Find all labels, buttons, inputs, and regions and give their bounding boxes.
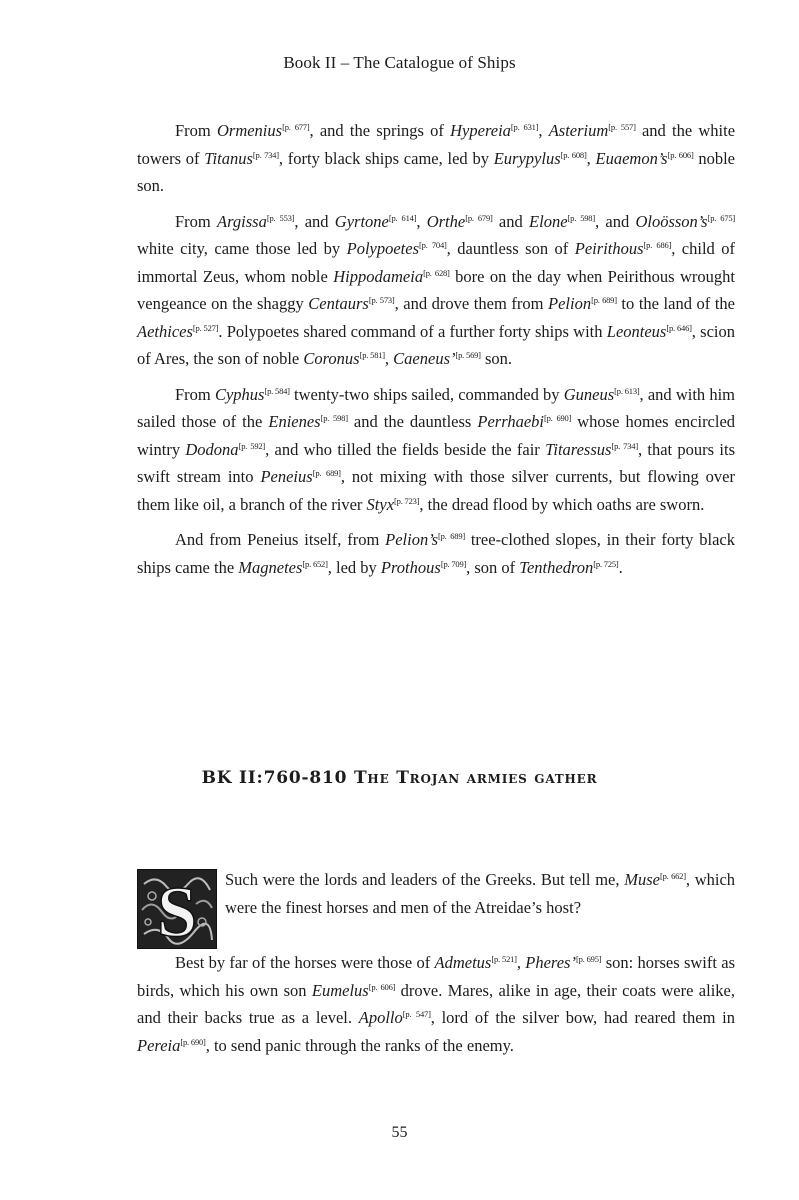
page-reference-link[interactable]: [p. 573] — [368, 295, 395, 305]
place-name: Ormenius — [216, 121, 283, 140]
text: . — [618, 557, 623, 577]
body-text — [137, 117, 735, 589]
text: , not mixing with those silver currents, but flowing over them like oil, a branch of the river — [137, 467, 735, 514]
svg-text:S: S — [156, 872, 198, 948]
page-reference-link[interactable]: [p. 521] — [491, 954, 517, 964]
place-name: Hypereia — [450, 121, 511, 140]
person-name: Perrhaebi — [477, 412, 544, 431]
page-reference-link[interactable]: [p. 709] — [440, 558, 467, 569]
text: tree-clothed slopes, in their forty black ships came the — [137, 530, 735, 577]
page-reference-link[interactable]: [p. 614] — [388, 212, 417, 223]
section-heading: BK II:760-810 The Trojan armies gather — [201, 768, 598, 788]
text: twenty-two ships sailed, commanded by — [289, 384, 564, 404]
paragraph-peneius — [137, 526, 735, 581]
person-name: Hippodameia — [333, 266, 424, 286]
person-name: Magnetes — [238, 557, 303, 577]
person-name: Admetus — [434, 953, 492, 972]
page-reference-link[interactable]: [p. 606] — [368, 981, 396, 992]
page-reference-link[interactable]: [p. 725] — [593, 558, 619, 569]
person-name: Muse — [624, 870, 660, 889]
paragraph-ormenius — [137, 117, 735, 200]
place-name: Asterium — [548, 121, 609, 140]
page-reference-link[interactable]: [p. 662] — [659, 871, 686, 881]
place-name: Styx — [366, 494, 395, 514]
text: white city, came those led by — [137, 239, 347, 258]
ornamental-s-initial-icon — [137, 869, 217, 949]
text: , son of — [466, 557, 520, 577]
text: , and who tilled the fields beside the fair — [265, 439, 546, 459]
page-reference-link[interactable]: [p. 527] — [192, 322, 219, 333]
page-reference-link[interactable]: [p. 679] — [465, 212, 493, 223]
page-reference-link[interactable]: [p. 652] — [302, 558, 328, 569]
page-reference-link[interactable]: [p. 704] — [419, 240, 447, 250]
page-reference-link[interactable]: [p. 690] — [544, 413, 572, 423]
page-reference-link[interactable]: [p. 689] — [591, 295, 617, 305]
paragraph-muse — [137, 866, 735, 921]
section-body — [137, 866, 735, 1067]
page-reference-link[interactable]: [p. 613] — [614, 385, 640, 396]
page-reference-link[interactable]: [p. 606] — [667, 149, 694, 160]
text: to the land of the — [616, 294, 736, 313]
page-reference-link[interactable]: [p. 734] — [252, 149, 279, 160]
text: , led by — [327, 557, 381, 577]
person-name: Eurypylus — [493, 148, 561, 168]
place-name: Cyphus — [214, 384, 265, 404]
place-name: Dodona — [185, 439, 239, 459]
text: and — [492, 211, 530, 231]
page-reference-link[interactable]: [p. 675] — [707, 212, 736, 223]
text: and the white towers of — [137, 121, 736, 168]
text: bore on the day when Peirithous wrought vengeance on the shaggy — [137, 266, 736, 313]
person-name: Tenthedron — [519, 557, 594, 577]
text: , dauntless son of — [446, 239, 575, 258]
place-name: Argissa — [217, 211, 267, 231]
text: , the dread flood by which oaths are sworn. — [419, 494, 705, 514]
place-name: Pelion’s — [385, 530, 438, 549]
text: Such were the lords and leaders of the Greeks. But tell me, — [225, 870, 625, 889]
page-reference-link[interactable]: [p. 553] — [266, 212, 295, 223]
text: , and drove them from — [394, 294, 549, 313]
text: noble son. — [137, 148, 736, 195]
person-name: Eumelus — [311, 980, 369, 1000]
paragraph-cyphus — [137, 381, 735, 519]
page-reference-link[interactable]: [p. 581] — [359, 350, 385, 360]
paragraph-admetus — [137, 949, 735, 1059]
page-reference-link[interactable]: [p. 569] — [455, 350, 481, 360]
page-reference-link[interactable]: [p. 584] — [264, 385, 290, 396]
person-name: Polypoetes — [346, 239, 419, 258]
person-name: Centaurs — [308, 294, 369, 313]
text: , child of immortal Zeus, whom noble — [137, 239, 736, 286]
text: , scion of Ares, the son of noble — [137, 321, 735, 368]
page-number: 55 — [391, 1124, 408, 1141]
text: , — [384, 349, 394, 368]
place-name: Elone — [529, 211, 568, 231]
page-reference-link[interactable]: [p. 608] — [560, 149, 587, 160]
person-name: Leonteus — [606, 321, 667, 341]
text: , that pours its swift stream into — [137, 439, 735, 486]
page-reference-link[interactable]: [p. 677] — [282, 122, 310, 132]
text: , — [416, 211, 427, 231]
text: From — [175, 211, 218, 231]
text: son. — [480, 349, 512, 368]
text: , and — [594, 211, 636, 231]
page-reference-link[interactable]: [p. 695] — [575, 954, 602, 964]
text: From — [175, 121, 217, 140]
place-name: Peneius — [260, 467, 313, 486]
text: , lord of the silver bow, had reared them in — [430, 1008, 736, 1027]
text: whose homes encircled wintry — [137, 412, 736, 459]
person-name: Guneus — [563, 384, 615, 404]
page-reference-link[interactable]: [p. 689] — [438, 531, 466, 541]
page-reference-link[interactable]: [p. 628] — [423, 267, 450, 278]
page-reference-link[interactable]: [p. 592] — [238, 440, 266, 451]
text: drove. Mares, alike in age, their coats were alike, and their backs true as a level. — [137, 980, 735, 1027]
text: , and the springs of — [309, 121, 451, 140]
text: From — [175, 384, 215, 404]
page-reference-link[interactable]: [p. 734] — [611, 440, 638, 451]
text: , — [586, 148, 596, 168]
place-name: Pereia — [137, 1035, 181, 1055]
place-name: Pelion — [548, 294, 592, 313]
text: . Polypoetes shared command of a further forty ships with — [218, 321, 607, 341]
person-name: Aethices — [137, 321, 193, 341]
text: , which were the finest horses and men of the Atreidae’s host? — [225, 870, 736, 917]
place-name: Titaressus — [545, 439, 612, 459]
page-reference-link[interactable]: [p. 557] — [608, 122, 636, 132]
running-head: Book II – The Catalogue of Ships — [283, 53, 516, 72]
place-name: Titanus — [204, 148, 253, 168]
place-name: Gyrtone — [334, 211, 389, 231]
page-reference-link[interactable]: [p. 598] — [567, 212, 595, 223]
person-name: Apollo — [358, 1008, 403, 1027]
text: , to send panic through the ranks of the enemy. — [205, 1035, 514, 1055]
page-reference-link[interactable]: [p. 646] — [666, 322, 692, 333]
page-reference-link[interactable]: [p. 686] — [643, 240, 672, 250]
paragraph-argissa — [137, 208, 735, 373]
text: Best by far of the horses were those of — [175, 953, 435, 972]
page-reference-link[interactable]: [p. 598] — [320, 413, 348, 423]
text: , — [516, 953, 526, 972]
person-name: Pheres’ — [525, 953, 576, 972]
page-reference-link[interactable]: [p. 690] — [180, 1036, 206, 1047]
text: , and with him sailed those of the — [137, 384, 736, 431]
text: son: horses swift as birds, which his own son — [137, 953, 736, 1000]
page-reference-link[interactable]: [p. 547] — [402, 1009, 431, 1019]
person-name: Enienes — [268, 412, 321, 431]
text: , forty black ships came, led by — [278, 148, 494, 168]
person-name: Caeneus’ — [393, 349, 456, 368]
page-reference-link[interactable]: [p. 689] — [312, 468, 341, 478]
text: And from Peneius itself, from — [175, 530, 386, 549]
person-name: Euaemon’s — [595, 148, 668, 168]
text: and the dauntless — [347, 412, 478, 431]
place-name: Orthe — [426, 211, 466, 231]
page-reference-link[interactable]: [p. 631] — [510, 122, 539, 132]
place-name: Oloösson’s — [635, 211, 708, 231]
person-name: Peirithous — [574, 239, 644, 258]
text: , — [538, 121, 549, 140]
person-name: Prothous — [380, 557, 441, 577]
text: , and — [294, 211, 335, 231]
page-reference-link[interactable]: [p. 723] — [394, 495, 420, 506]
person-name: Coronus — [303, 349, 360, 368]
